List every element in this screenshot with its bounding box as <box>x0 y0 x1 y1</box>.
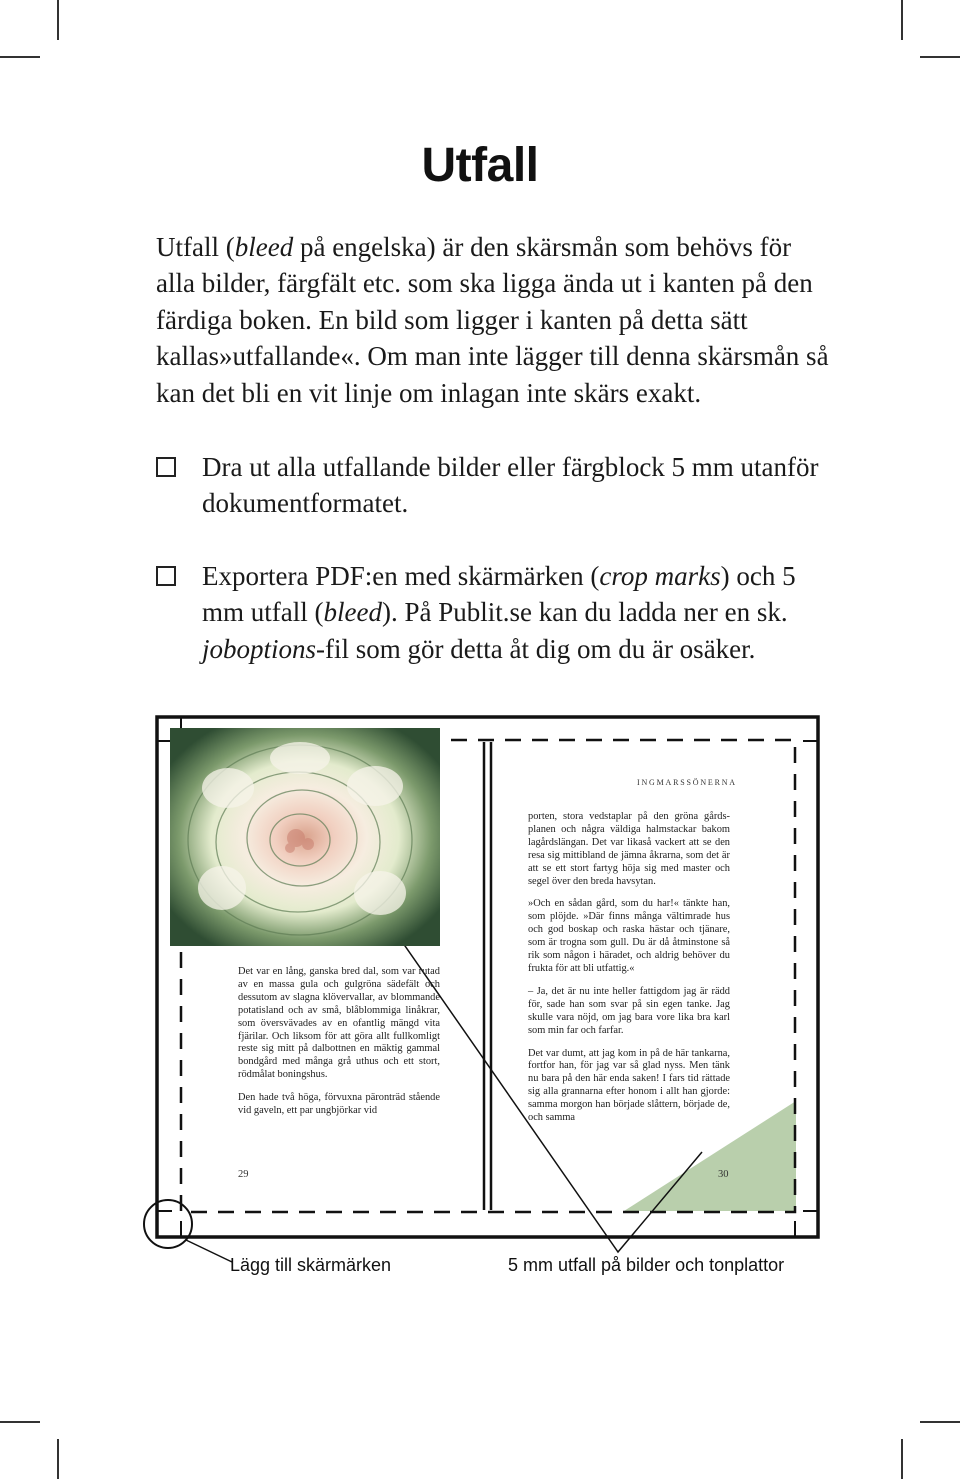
intro-text-2: på engelska) är den skärsmån som behövs för alla bilder, färgfält etc. som ska ligga ända ut i kanten på den färdiga boken. En bild som ligger i kanten på detta sätt kallas»utfallande«. Om man inte lägger till denna skärsmån så kan det bli en vit linje om inlagan inte skärs exakt. <box>156 232 829 408</box>
emphasis-crop-marks: crop marks <box>599 561 721 591</box>
cabbage-photo <box>170 728 440 946</box>
callout-bleed: 5 mm utfall på bilder och tonplattor <box>508 1255 785 1275</box>
callout-crop-marks: Lägg till skärmärken <box>230 1255 392 1275</box>
checklist-item-text: Dra ut alla utfallande bilder eller färgblock 5 mm utanför dokumentformatet. <box>202 452 819 519</box>
emphasis-bleed: bleed <box>323 597 382 628</box>
right-paragraph: Det var dumt, att jag kom in på de här tankarna, fortfor han, för jag var så glad nyss. Men tänk nu bara på den här enda saken! I fars tid rättade sig alla grannarna efter honom i allt han gjorde: samma morgon han började slåttern, började de, och samma <box>528 1047 730 1124</box>
folio-right: 30 <box>718 1169 729 1180</box>
intro-emphasis-bleed: bleed <box>234 232 294 262</box>
right-paragraph: porten, stora vedstaplar på den gröna gårdsplanen och några väldiga halmstackar bakom lagårdslängan. Det var likaså vackert att se den resa sig mittibland de jämna åkrarna, som det är att se ett stort fartyg höja sig med master och segel över den breda havsytan. <box>528 811 730 887</box>
folio-left: 29 <box>238 1169 249 1180</box>
right-page-text <box>528 811 730 1135</box>
running-head: INGMARSSÖNERNA <box>637 778 737 787</box>
right-paragraph: »Och en sådan gård, som du har!« tänkte han, som plöjde. »Där finns många vältimrade hus och god boskap och raska hästar och tjänare, som är trogna som gull. Du är då åtminstone så rik som någon i häradet, och aldrig behöver du frukta för att bli utfattig.« <box>528 898 730 974</box>
crop-mark-pointer <box>186 1240 232 1262</box>
page-title: Utfall <box>421 139 539 192</box>
crop-mark-highlight-circle <box>144 1200 192 1248</box>
left-paragraph: Det var en lång, ganska bred dal, som var rutad av en massa gula och gulgröna sädefält och dessutom av slagna klövervallar, av blommande potatisland och av små, blåblommiga linåkrar, som översvävades av en ofantlig mängd vita fjärilar. Och liksom för att göra allt fullkomligt reste sig mitt på dalbottnen en mäktig gammal bondgård med många grå uthus och ett stort, rödmålat boningshus. <box>238 966 440 1081</box>
right-paragraph: – Ja, det är nu inte heller fattigdom jag är rädd för, sade han som svar på sin egen tanke. Jag skulle vara nöjd, om jag bara vore lika bra karl som min far och farfar. <box>528 985 730 1036</box>
checklist-item-text: Exportera PDF:en med skärmärken (crop marks) och 5 mm utfall (bleed). På Publit.se kan du ladda ner en sk. joboptions-fil som gör detta åt dig om du är osäker. <box>202 561 796 664</box>
left-paragraph: Den hade två höga, förvuxna päronträd stående vid gaveln, ett par ungbjörkar vid <box>238 1092 440 1117</box>
left-page-text <box>238 966 440 1128</box>
intro-text-1: Utfall ( <box>156 232 235 262</box>
emphasis-joboptions: joboptions <box>202 633 317 664</box>
